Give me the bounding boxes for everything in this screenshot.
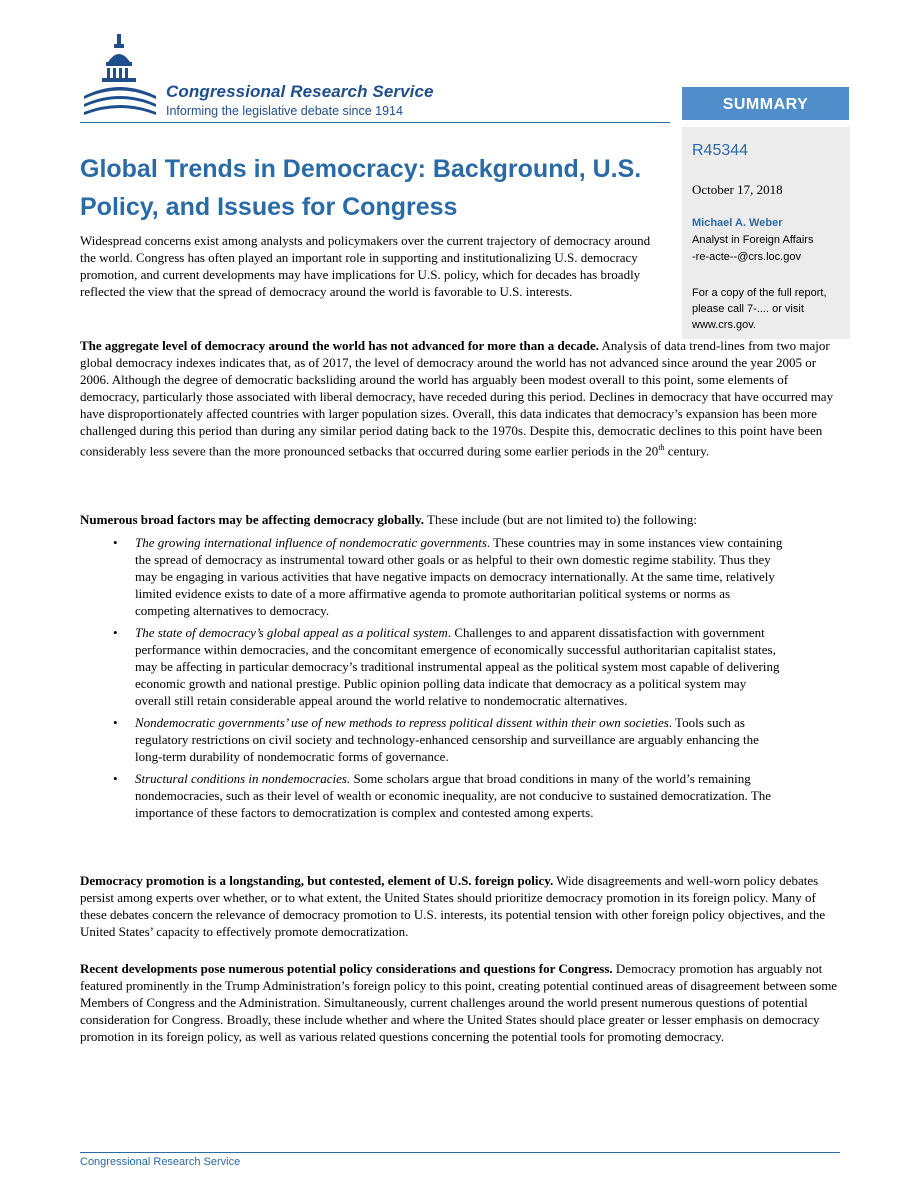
factors-paragraph	[80, 511, 845, 528]
author-title: Analyst in Foreign Affairs	[692, 234, 814, 246]
aggregate-body: Analysis of data trend-lines from two major global democracy indexes indicates that, as of 2017, the level of democracy around the world has not advanced since around the year 2005 or 2006. Although the degree of democratic backsliding around the world has arguably been modest overall to this point, some elements of democracy, particularly those associated with liberal democracy, have receded during this period. Declines in democracy that have occurred may have disproportionately affected countries with larger population sizes. Overall, this data indicates that democracy’s expansion has been more challenged during this period than during any similar period dating back to the 1970s. Despite this, democratic declines to this point have been considerably less severe than the more pronounced setbacks that occurred during some earlier periods in the 20	[80, 338, 834, 459]
aggregate-sup: th	[658, 443, 665, 452]
footer-divider	[80, 1152, 840, 1153]
factor-lead: Structural conditions in nondemocracies.	[135, 771, 351, 786]
factor-lead: The growing international influence of nondemocratic governments	[135, 535, 487, 550]
capitol-dome-icon	[80, 32, 160, 122]
aggregate-paragraph	[80, 337, 845, 459]
document-title: Global Trends in Democracy: Background, U.S. Policy, and Issues for Congress	[80, 155, 642, 221]
bullet-icon: •	[113, 715, 118, 730]
org-tagline: Informing the legislative debate since 1914	[166, 104, 403, 118]
recent-paragraph	[80, 960, 845, 1045]
copy-note: For a copy of the full report, please call 7-.... or visit www.crs.gov.	[692, 287, 827, 331]
bullet-icon: •	[113, 625, 118, 640]
org-name: Congressional Research Service	[166, 82, 434, 101]
aggregate-tail: century.	[664, 443, 710, 459]
recent-lead: Recent developments pose numerous potential policy considerations and questions for Congress.	[80, 961, 613, 976]
list-item	[80, 534, 845, 619]
promotion-body: Wide disagreements and well-worn policy debates persist among experts over whether, or to what extent, the United States should prioritize democracy promotion in its foreign policy. Many of these debates concern the relevance of democracy promotion to U.S. interests, its potential tension with other foreign policy objectives, and the United States’ capacity to effectively promote democratization.	[80, 873, 826, 939]
recent-body: Democracy promotion has arguably not featured prominently in the Trump Administration’s foreign policy to this point, creating potential continued areas of disagreement between some Members of Congress and the Administration. Simultaneously, current challenges around the world present numerous questions of potential consideration for Congress. Broadly, these include whether and where the United States should place greater or lesser emphasis on democracy promotion in its foreign policy, as well as various related questions concerning the potential tools for promoting democracy.	[80, 961, 838, 1044]
report-number: R45344	[692, 142, 749, 159]
factor-body: . Tools such as regulatory restrictions on civil society and technology-enhanced censorship and surveillance are arguably enhancing the long-term durability of nondemocratic forms of governance.	[135, 715, 759, 764]
aggregate-lead: The aggregate level of democracy around the world has not advanced for more than a decade.	[80, 338, 599, 353]
header-divider	[80, 122, 670, 123]
factors-lead: Numerous broad factors may be affecting democracy globally.	[80, 512, 424, 527]
report-date: October 17, 2018	[692, 182, 783, 197]
factor-body: Some scholars argue that broad conditions in many of the world’s remaining nondemocracies, such as their level of wealth or economic inequality, are not conducive to sustained democratization. The importance of these factors to democratization is complex and contested among experts.	[135, 771, 772, 820]
factor-lead: Nondemocratic governments’ use of new methods to repress political dissent within their own societies	[135, 715, 669, 730]
crs-logo	[80, 32, 480, 122]
bullet-icon: •	[113, 535, 118, 550]
list-item	[80, 770, 845, 821]
bullet-icon: •	[113, 771, 118, 786]
summary-label: SUMMARY	[682, 87, 849, 120]
factor-body: . These countries may in some instances view containing the spread of democracy as instrumental toward other goals or as helpful to their own domestic regime stability. Thus they may be engaging in various activities that have negative impacts on democracy internationally. At the same time, relatively limited evidence exists to date of a more affirmative agenda to promote authoritarian political systems or norms as competing alternatives to democracy.	[135, 535, 783, 618]
list-item	[80, 624, 845, 709]
promotion-paragraph	[80, 872, 845, 940]
promotion-lead: Democracy promotion is a longstanding, but contested, element of U.S. foreign policy.	[80, 873, 554, 888]
factors-body: These include (but are not limited to) the following:	[423, 512, 698, 527]
intro-paragraph: Widespread concerns exist among analysts and policymakers over the current trajectory of democracy around the world. Congress has often played an important role in supporting and institutionalizing U.S. democracy promotion, and current developments may have implications for U.S. policy, which for decades has broadly reflected the view that the spread of democracy around the world is favorable to U.S. interests.	[80, 233, 651, 299]
factor-list	[80, 534, 845, 826]
footer-text: Congressional Research Service	[80, 1156, 241, 1168]
list-item	[80, 714, 845, 765]
author-email[interactable]: -re-acte--@crs.loc.gov	[692, 251, 801, 263]
factor-lead: The state of democracy’s global appeal as a political system	[135, 625, 448, 640]
author-name: Michael A. Weber	[692, 217, 783, 229]
factor-body: . Challenges to and apparent dissatisfaction with government performance within democracies, and the concomitant emergence of economically successful authoritarian capitalist states, may be affecting in particular democracy’s traditional instrumental appeal as the political system most capable of delivering economic growth and national prestige. Public opinion polling data indicate that democracy as a political system may overall still retain considerable appeal around the world relative to nondemocratic alternatives.	[135, 625, 780, 708]
